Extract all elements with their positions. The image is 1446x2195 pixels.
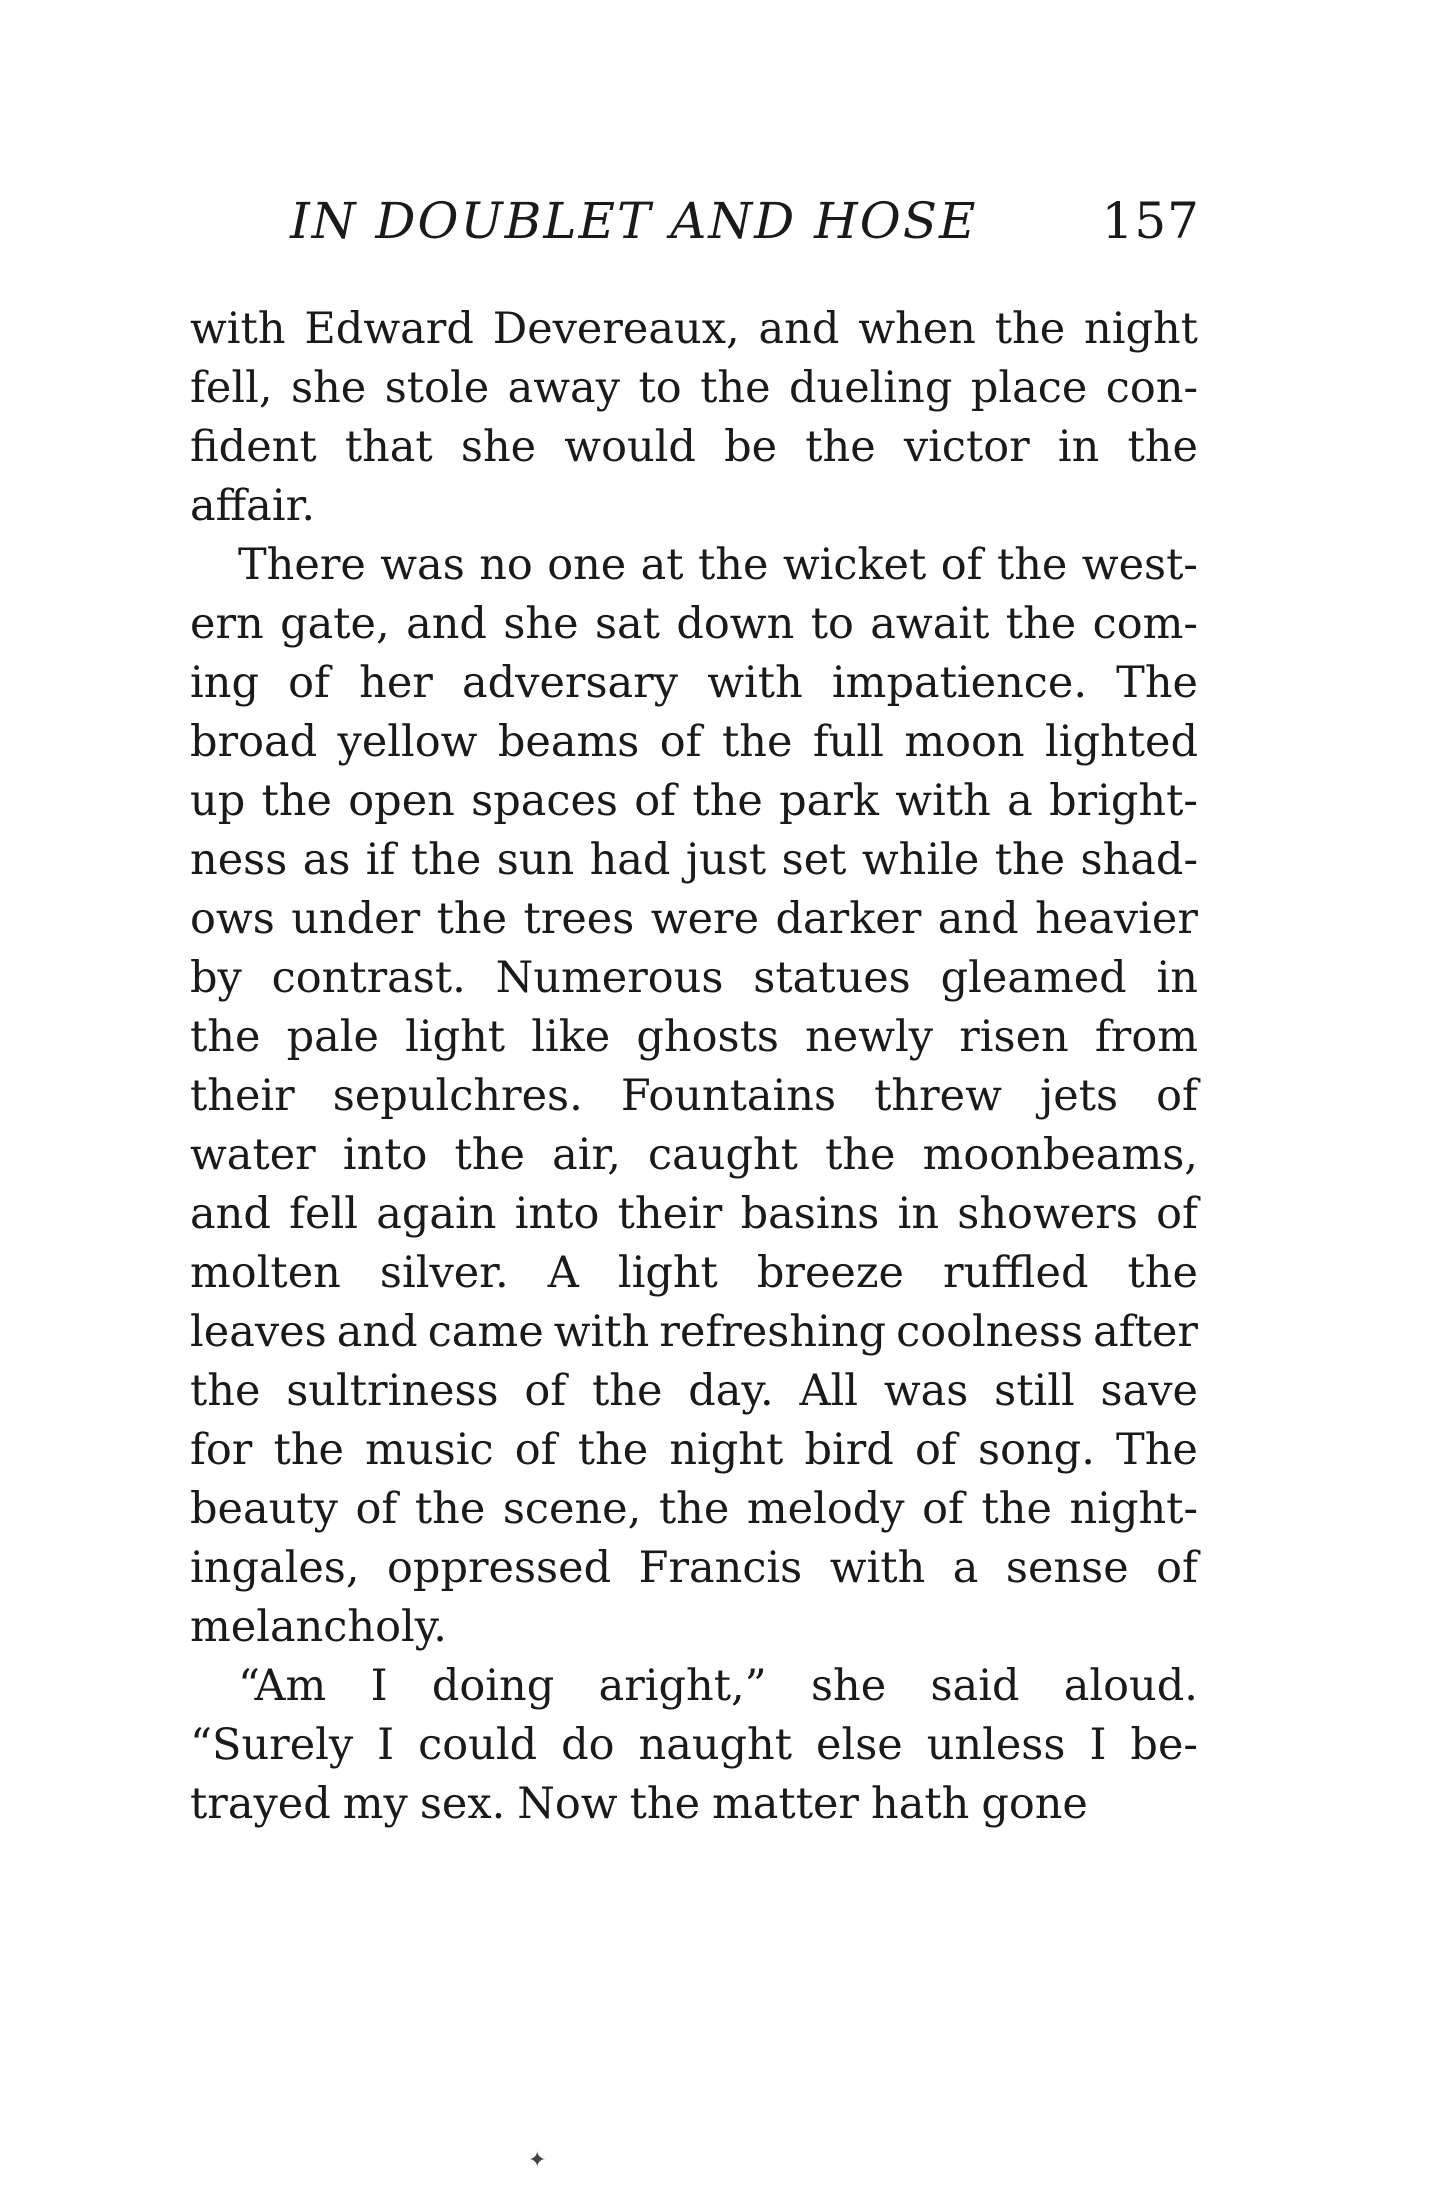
text-line: with Edward Devereaux, and when the night bbox=[190, 304, 1198, 354]
text-line: “Am I doing aright,” she said aloud. bbox=[238, 1661, 1198, 1711]
text-line: affair. bbox=[190, 481, 316, 531]
text-line: broad yellow beams of the full moon lighted bbox=[190, 717, 1198, 767]
text-line: water into the air, caught the moonbeams, bbox=[190, 1130, 1198, 1180]
page-number: 157 bbox=[1101, 192, 1200, 250]
text-line: ern gate, and she sat down to await the com- bbox=[190, 599, 1198, 649]
text-line: by contrast. Numerous statues gleamed in bbox=[190, 953, 1198, 1003]
text-line: their sepulchres. Fountains threw jets of bbox=[190, 1071, 1198, 1121]
text-line: beauty of the scene, the melody of the night- bbox=[190, 1484, 1198, 1534]
text-line: molten silver. A light breeze ruffled the bbox=[190, 1248, 1198, 1298]
running-header bbox=[290, 192, 1200, 262]
print-blemish-icon: ✦ bbox=[528, 2148, 547, 2173]
text-line: “Surely I could do naught else unless I be- bbox=[190, 1720, 1198, 1770]
text-line: leaves and came with refreshing coolness after bbox=[190, 1307, 1198, 1357]
text-line: for the music of the night bird of song. The bbox=[190, 1425, 1198, 1475]
text-line: There was no one at the wicket of the west- bbox=[238, 540, 1198, 590]
text-line: melancholy. bbox=[190, 1602, 447, 1652]
body-text bbox=[190, 300, 1198, 1834]
text-line: the sultriness of the day. All was still save bbox=[190, 1366, 1198, 1416]
text-line: the pale light like ghosts newly risen from bbox=[190, 1012, 1198, 1062]
text-line: fell, she stole away to the dueling place con- bbox=[190, 363, 1198, 413]
text-line: ing of her adversary with impatience. The bbox=[190, 658, 1198, 708]
text-line: ingales, oppressed Francis with a sense of bbox=[190, 1543, 1198, 1593]
text-line: and fell again into their basins in showers of bbox=[190, 1189, 1198, 1239]
text-line: fident that she would be the victor in the bbox=[190, 422, 1198, 472]
running-title: IN DOUBLET AND HOSE bbox=[290, 192, 978, 250]
text-line: ows under the trees were darker and heavier bbox=[190, 894, 1198, 944]
text-line: trayed my sex. Now the matter hath gone bbox=[190, 1779, 1088, 1829]
text-line: ness as if the sun had just set while the shad- bbox=[190, 835, 1198, 885]
text-line: up the open spaces of the park with a bright- bbox=[190, 776, 1198, 826]
